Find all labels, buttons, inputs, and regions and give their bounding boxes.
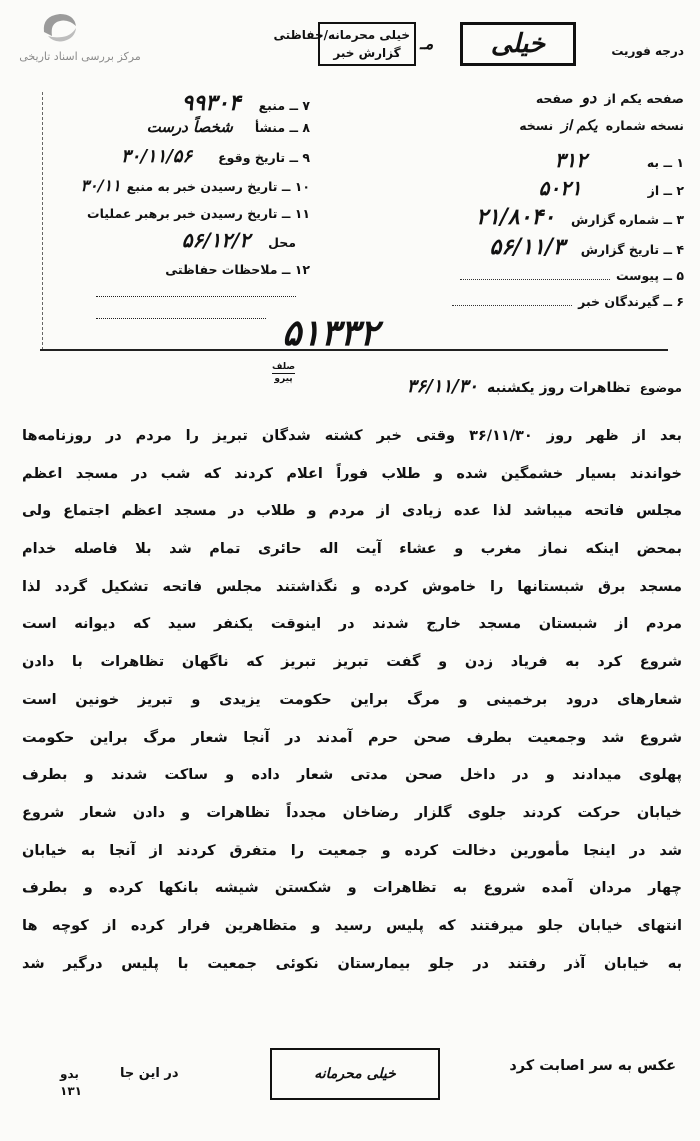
body-line: مجلس فاتحه میباشد لذا عده زیادی از مردم و طلاب در مسجد اعظم اجتماع ولی: [22, 503, 682, 520]
reference-bottom: پیرو: [272, 373, 295, 384]
field-origin: [147, 118, 310, 136]
body-line: خواندند بسیار خشمگین شده و طلاب فوراً اعلام کردند که شب در مسجد اعظم: [22, 465, 682, 482]
field-source: [182, 90, 310, 116]
subject-line: [407, 376, 682, 397]
field-label: ۵ ــ پیوست: [615, 268, 684, 283]
field-label: ۱۰ ــ تاریخ رسیدن خبر به منبع: [126, 179, 310, 194]
priority-label: درجه فوریت: [611, 44, 684, 58]
footer-left-text: در این جا: [120, 1066, 179, 1081]
field-suffix: صفحه: [535, 91, 574, 106]
body-line: شروع شد وجمعیت بطرف صحن حرم آمدند در آنجا شعار مرگ براین حکومت: [22, 729, 682, 746]
margin-rule: [42, 92, 43, 350]
field-label: محل: [268, 235, 296, 250]
field-blank-line: [460, 277, 610, 280]
classification-box: [273, 22, 416, 66]
reference-top: صلف: [272, 362, 296, 372]
subject-text: تظاهرات روز یکشنبه: [487, 380, 631, 396]
field-label: ۶ ــ گیرندگان خبر: [578, 294, 684, 309]
field-report-date: [490, 234, 684, 260]
body-line: بعد از ظهر روز ۳۶/۱۱/۳۰ وقتی خبر کشته شدگان تبریز را مردم در روزنامه‌ها: [22, 428, 682, 444]
field-value: دو: [581, 88, 597, 107]
field-label: ۲ ــ از: [647, 183, 684, 198]
body-line: خیابان حرکت کردند جلوی گلزار رضاخان مجدداً تظاهرات و دادن شعار شروع: [22, 804, 682, 821]
body-line: شد در اینجا مأمورین دخالت کرده و جمعیت را متفرق کردند از آنجا به خیابان: [22, 842, 682, 859]
field-label: ۱۲ ــ ملاحظات حفاظتی: [165, 262, 310, 277]
body-line: به خیابان آذر رفتند در جلو بیمارستان نکوئی جمعیت با پلیس درگیر شد: [22, 955, 682, 972]
field-attachment: [460, 268, 684, 283]
body-line: شعارهای درود برخمینی و مرگ براین حکومت یزیدی و تبریز خونین است: [22, 691, 682, 708]
archive-logo-text: مرکز بررسی اسناد تاریخی: [19, 50, 141, 63]
field-report-number: [476, 204, 684, 230]
field-value: شخصاً درست: [146, 118, 233, 136]
field-value: یکم از: [561, 118, 598, 134]
field-blank-line: [452, 303, 572, 306]
field-value: ۵۶/۱۱/۳: [489, 234, 565, 260]
reference-marker: [272, 362, 295, 384]
field-value: ۵۰۲۱: [538, 176, 582, 200]
body-line: چهار مردان آمده شروع به تظاهرات و شکستن شیشه بانکها کرده و بطرف: [22, 880, 682, 897]
field-value: ۵۶/۱۲/۲: [181, 228, 251, 252]
field-label: ۹ ــ تاریخ وقوع: [218, 150, 310, 165]
field-page: [536, 88, 684, 107]
field-value: ۳۱۲: [554, 148, 587, 172]
priority-stamp-text: خیلی: [490, 29, 546, 59]
body-line: بمحض اینکه نماز مغرب و عشاء آیت اله حائری تمام شد بلا فاصله خدام: [22, 541, 682, 558]
field-news-to-handler-date: [87, 206, 310, 221]
subject-date: ۳۶/۱۱/۳۰: [406, 376, 478, 397]
body-line: شروع کرد به فریاد زدن و گفت تبریز تبریز که ناگهان تظاهرات با دادن: [22, 654, 682, 671]
field-label: ۸ ــ منشأ: [254, 120, 310, 135]
archive-logo-icon: [38, 10, 82, 46]
footer-tail-text: عکس به سر اصابت کرد: [509, 1058, 676, 1074]
field-from: [539, 176, 684, 200]
field-to: [555, 148, 684, 172]
field-value: ۳۰/۱۱: [80, 176, 121, 195]
footer-stamp-text: خیلی محرمانه: [314, 1066, 396, 1082]
field-label: ۳ ــ شماره گزارش: [571, 212, 684, 227]
classification-line-2: گزارش خبر: [333, 46, 401, 60]
field-label: ۱۱ ــ تاریخ رسیدن خبر برهبر عملیات: [87, 206, 310, 221]
field-label: ۱ ــ به: [646, 155, 684, 170]
body-line: پهلوی میدادند و در داخل صحن مدتی شعار داده و ساکت شدند و بطرف: [22, 767, 682, 784]
blank-line: [96, 296, 296, 297]
field-suffix: نسخه: [519, 118, 554, 133]
field-label: ۴ ــ تاریخ گزارش: [580, 242, 684, 257]
field-copy-number: [519, 118, 684, 134]
field-event-date: [121, 146, 310, 167]
body-line: مسجد برق شبستانها را خاموش کرده و نگذاشتند مجلس فاتحه تشکیل گردد لذا: [22, 578, 682, 595]
handwritten-margin-note: بدو ۱۳۱: [60, 1067, 82, 1098]
handwritten-mark: مـ: [420, 34, 434, 53]
priority-stamp: [460, 22, 576, 66]
field-value: ۳۰/۱۱/۵۶: [120, 146, 193, 167]
field-label: صفحه یکم از: [604, 91, 684, 106]
classification-line-1: خیلی محرمانه/حفاظتی: [273, 28, 410, 42]
field-value: ۲۱/۸۰۴۰: [476, 204, 556, 230]
body-line: مردم از شبستان مسجد خارج شدند در اینوقت یکنفر سید که دیوانه است: [22, 616, 682, 633]
header-separator: [40, 349, 668, 351]
field-location: [182, 228, 296, 252]
classification-stamp-footer: [270, 1048, 440, 1100]
body-line: انتهای خیابان جلو میرفتند که پلیس رسید و متظاهرین فرار کرده از کوچه ها: [22, 917, 682, 934]
subject-label: موضوع: [639, 381, 682, 395]
blank-line: [96, 318, 266, 319]
field-label: ۷ ــ منبع: [258, 98, 310, 113]
field-news-to-source-date: [80, 176, 310, 195]
report-body: [22, 418, 682, 983]
field-label: نسخه شماره: [605, 118, 684, 133]
field-recipients: [452, 294, 684, 309]
field-value: ۹۹۳۰۴: [181, 90, 241, 116]
archive-logo: [10, 8, 150, 68]
archive-number: ۵۱۳۳۲: [282, 312, 379, 354]
field-security-notes: [165, 262, 310, 277]
